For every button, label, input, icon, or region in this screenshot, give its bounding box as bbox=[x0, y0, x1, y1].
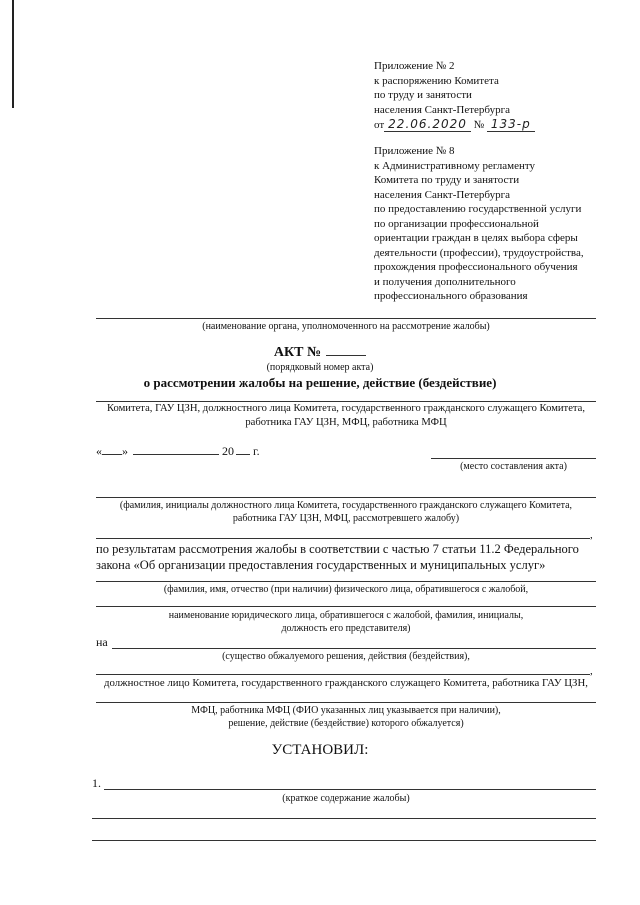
appendix-8-line: по организации профессиональной bbox=[374, 217, 539, 230]
date-quote-close: » bbox=[122, 444, 128, 458]
official-caption-2: работника ГАУ ЦЗН, МФЦ, рассмотревшего жалобу) bbox=[232, 513, 460, 524]
appendix-8-line: Приложение № 8 bbox=[374, 145, 455, 157]
appendix-8-line: деятельности (профессии), трудоустройства, bbox=[374, 246, 584, 259]
appendix-8-line: по предоставлению государственной услуги bbox=[374, 203, 582, 215]
appendix-8-line: населения Санкт-Петербурга bbox=[374, 188, 510, 201]
mfc-caption-2: решение, действие (бездействие) которого обжалуется) bbox=[228, 718, 464, 729]
mfc-field-line bbox=[96, 702, 596, 703]
year-suffix: г. bbox=[253, 444, 260, 458]
day-field bbox=[102, 443, 122, 455]
organ-caption: (наименование органа, уполномоченного на рассмотрение жалобы) bbox=[202, 321, 490, 332]
act-title-row bbox=[0, 344, 640, 361]
established-heading: УСТАНОВИЛ: bbox=[271, 742, 369, 758]
subject-field-line-2 bbox=[96, 674, 590, 675]
official-line-text: должностное лицо Комитета, государственного гражданского служащего Комитета, работника ГАУ ЦЗН, bbox=[104, 677, 588, 689]
date-quote-open: « bbox=[96, 444, 102, 458]
summary-extra-line bbox=[92, 840, 596, 841]
official-caption-1: (фамилия, инициалы должностного лица Комитета, государственного гражданского служащего Комитета, bbox=[119, 500, 573, 511]
from-label: от bbox=[374, 119, 385, 131]
year-field bbox=[236, 443, 250, 455]
appendix-2-block bbox=[374, 59, 624, 133]
act-date-row bbox=[96, 443, 260, 459]
appendix-2-line: к распоряжению Комитета bbox=[374, 74, 499, 87]
appendix-8-line: Комитета по труду и занятости bbox=[374, 174, 520, 186]
handwritten-number: 133-р bbox=[487, 117, 535, 132]
comma-mark: , bbox=[590, 529, 593, 541]
person-caption: (фамилия, имя, отчество (при наличии) физического лица, обратившегося с жалобой, bbox=[163, 584, 529, 595]
page-edge-line bbox=[12, 0, 14, 108]
number-sign: № bbox=[473, 119, 485, 131]
place-caption: (место составления акта) bbox=[460, 461, 567, 472]
appendix-2-date-line bbox=[374, 117, 624, 133]
appendix-2-line: по труду и занятости bbox=[374, 89, 472, 101]
appendix-8-line: профессионального образования bbox=[374, 290, 528, 302]
subject-field-line bbox=[112, 648, 596, 649]
month-field bbox=[133, 443, 219, 455]
year-prefix: 20 bbox=[222, 444, 234, 458]
appendix-8-line: ориентации граждан в целях выбора сферы bbox=[374, 232, 578, 244]
bodies-text-1: Комитета, ГАУ ЦЗН, должностного лица Комитета, государственного гражданского служащего Комитета, bbox=[106, 403, 586, 414]
official-field-line-2 bbox=[96, 538, 590, 539]
on-label: на bbox=[96, 635, 108, 649]
bodies-text-2: работника ГАУ ЦЗН, МФЦ, работника МФЦ bbox=[245, 417, 447, 428]
legal-caption-1: наименование юридического лица, обратившегося с жалобой, фамилия, инициалы, bbox=[168, 610, 524, 621]
official-field-line bbox=[96, 497, 596, 498]
place-field-line bbox=[431, 458, 596, 459]
appendix-2-line: населения Санкт-Петербурга bbox=[374, 103, 510, 116]
organ-field-line bbox=[96, 318, 596, 319]
appendix-8-line: и получения дополнительного bbox=[374, 275, 516, 288]
handwritten-date: 22.06.2020 bbox=[384, 117, 471, 132]
summary-field-line bbox=[104, 789, 596, 790]
act-number-field bbox=[326, 344, 366, 356]
appendix-8-block bbox=[374, 144, 624, 304]
legal-caption-2: должность его представителя) bbox=[281, 623, 411, 634]
appendix-2-line: Приложение № 2 bbox=[374, 60, 455, 72]
person-field-line bbox=[96, 581, 596, 582]
appendix-8-line: к Административному регламенту bbox=[374, 159, 536, 172]
subject-caption: (существо обжалуемого решения, действия (бездействия), bbox=[222, 651, 470, 662]
summary-caption: (краткое содержание жалобы) bbox=[282, 793, 410, 804]
comma-mark: , bbox=[590, 665, 593, 677]
act-title: АКТ № bbox=[273, 345, 322, 360]
mfc-caption-1: МФЦ, работника МФЦ (ФИО указанных лиц указывается при наличии), bbox=[191, 705, 501, 716]
summary-extra-line bbox=[92, 818, 596, 819]
result-text-2: закона «Об организации предоставления государственных и муниципальных услуг» bbox=[96, 558, 546, 572]
act-subtitle: о рассмотрении жалобы на решение, действие (бездействие) bbox=[143, 375, 497, 390]
act-number-caption: (порядковый номер акта) bbox=[266, 362, 374, 373]
item-number: 1. bbox=[92, 776, 101, 790]
appendix-8-line: прохождения профессионального обучения bbox=[374, 261, 578, 273]
result-text-1: по результатам рассмотрения жалобы в соответствии с частью 7 статьи 11.2 Федерального bbox=[96, 542, 579, 556]
legal-field-line bbox=[96, 606, 596, 607]
